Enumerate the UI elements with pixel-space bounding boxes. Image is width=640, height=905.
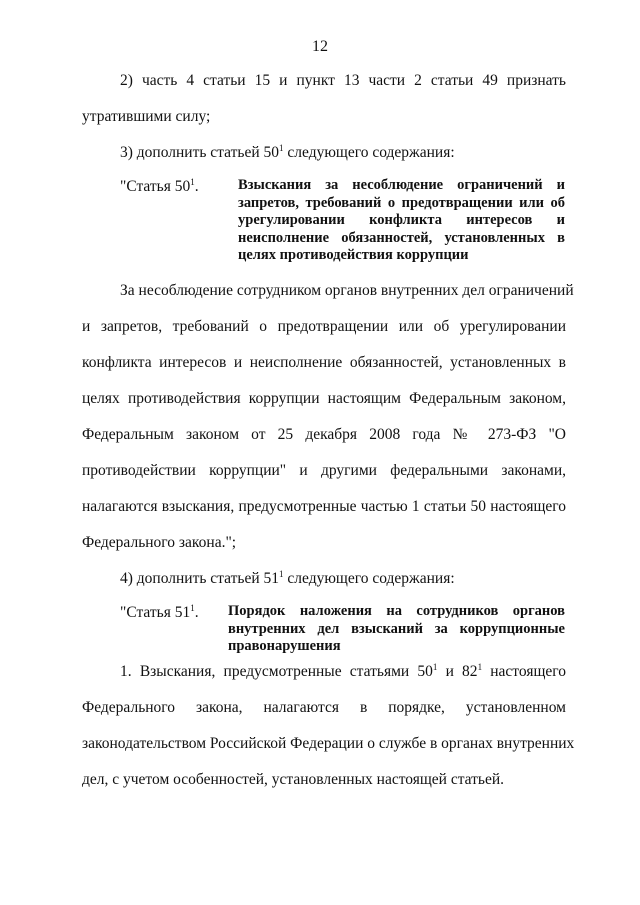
para-50-line: целях противодействия коррупции настоящим Федеральным законом, <box>82 390 566 407</box>
article-51-label-prefix: "Статья 51 <box>120 604 191 621</box>
article-51-title-line: Порядок наложения на сотрудников органов <box>228 603 565 619</box>
para-50-line: и запретов, требований о предотвращении или об урегулировании <box>82 318 566 335</box>
article-51-label-sup: 1 <box>190 603 195 613</box>
article-51-label <box>120 604 199 622</box>
item-3-sup: 1 <box>279 143 284 153</box>
para-51-l1-a: 1. Взыскания, предусмотренные статьями 50 <box>120 663 433 680</box>
article-50-title-line: запретов, требований о предотвращении или об <box>238 194 565 211</box>
article-50-title-line: неисполнение обязанностей, установленных в <box>238 229 565 246</box>
para-50-line: Федеральным законом от 25 декабря 2008 года № 273-ФЗ "О <box>82 426 566 443</box>
para-50-line: налагаются взыскания, предусмотренные частью 1 статьи 50 настоящего <box>82 498 566 515</box>
para-50-line: Федерального закона."; <box>82 534 237 551</box>
item-3-before: 3) дополнить статьей 50 <box>120 144 280 161</box>
article-50-label <box>120 178 199 196</box>
item-3-text <box>120 144 455 162</box>
para-51-line-2: Федерального закона, налагаются в порядке, установленном <box>82 699 566 716</box>
item-3-after: следующего содержания: <box>283 144 455 161</box>
para-51-line-3: законодательством Российской Федерации о службе в органах внутренних <box>82 735 575 752</box>
para-51-line-4: дел, с учетом особенностей, установленных настоящей статьей. <box>82 771 505 788</box>
article-50-title-line: целях противодействия коррупции <box>238 247 469 263</box>
item-4-text <box>120 570 455 588</box>
para-50-line: конфликта интересов и неисполнение обязанностей, установленных в <box>82 354 566 371</box>
para-51-l1-sup1: 1 <box>432 662 438 672</box>
para-50-line: За несоблюдение сотрудником органов внутренних дел ограничений <box>120 282 574 299</box>
article-50-label-sup: 1 <box>190 177 195 187</box>
item-4-after: следующего содержания: <box>283 570 455 587</box>
item-4-sup: 1 <box>279 569 284 579</box>
item-2-line-1: 2) часть 4 статьи 15 и пункт 13 части 2 статьи 49 признать <box>120 72 566 89</box>
article-51-title <box>228 603 565 656</box>
article-51-label-suffix: . <box>194 604 199 621</box>
page-number: 12 <box>312 38 328 55</box>
article-51-title-line: правонарушения <box>228 638 341 654</box>
para-51-l1-b: и 82 <box>437 663 478 680</box>
article-51-title-line: внутренних дел взысканий за коррупционные <box>228 620 565 637</box>
para-51-line-1 <box>120 663 566 681</box>
para-51-l1-sup2: 1 <box>477 662 483 672</box>
para-50-line: противодействии коррупции" и другими федеральными законами, <box>82 462 566 479</box>
para-51-l1-c: настоящего <box>482 663 566 680</box>
article-50-label-prefix: "Статья 50 <box>120 178 191 195</box>
item-2-line-2: утратившими силу; <box>82 108 211 125</box>
article-50-label-suffix: . <box>194 178 199 195</box>
item-4-before: 4) дополнить статьей 51 <box>120 570 280 587</box>
article-50-title-line: урегулировании конфликта интересов и <box>238 212 565 228</box>
article-50-title-line: Взыскания за несоблюдение ограничений и <box>238 177 565 193</box>
article-50-title <box>238 177 565 265</box>
